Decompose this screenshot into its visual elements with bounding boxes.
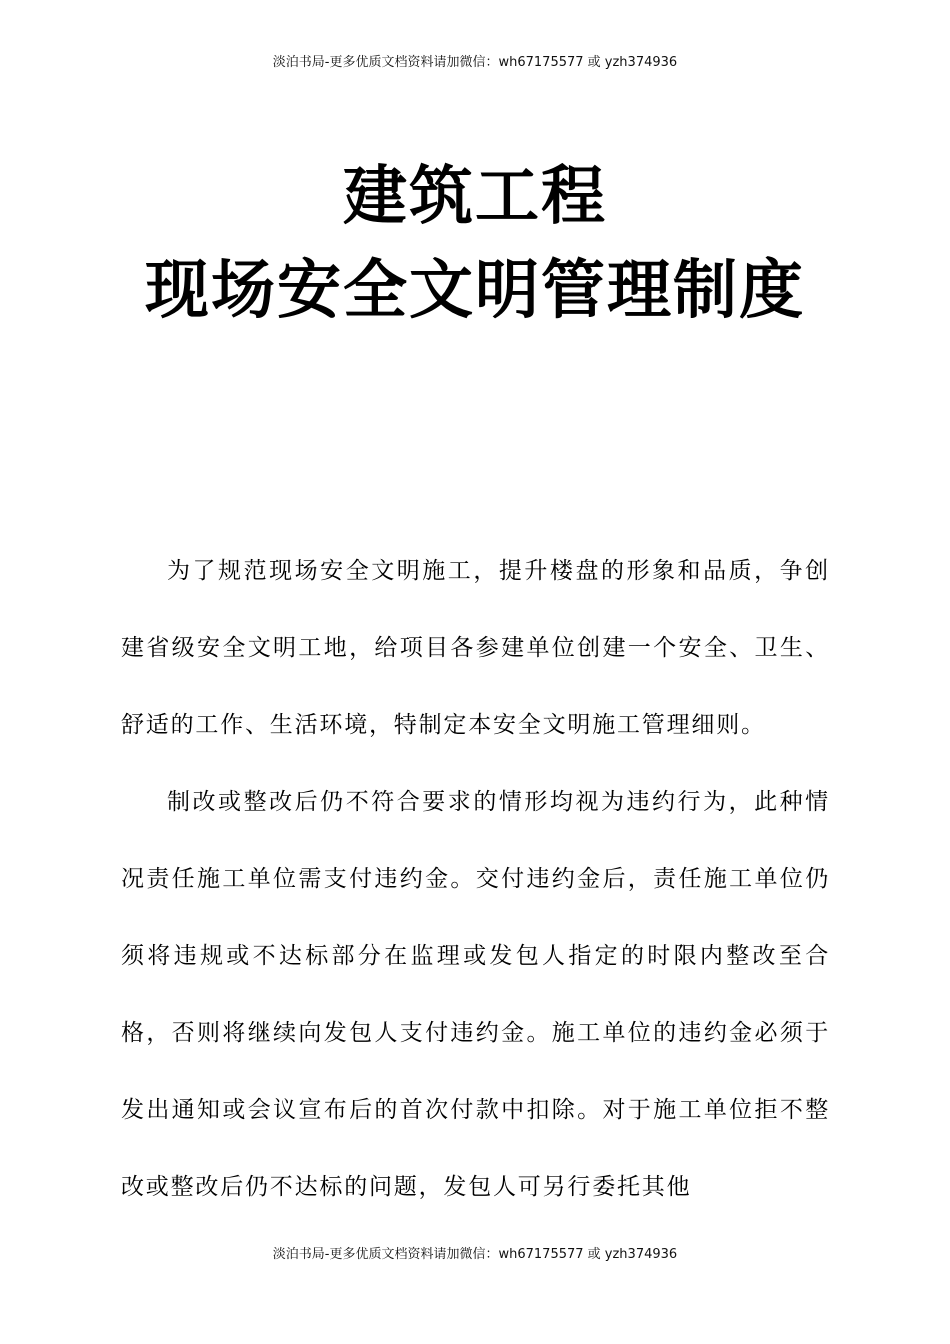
document-title: [0, 150, 950, 338]
footer-watermark-note: 淡泊书局-更多优质文档资料请加微信：wh67175577 或 yzh374936: [272, 1247, 678, 1262]
body-paragraph-2: 制改或整改后仍不符合要求的情形均视为违约行为，此种情况责任施工单位需支付违约金。交付违约金后，责任施工单位仍须将违规或不达标部分在监理或发包人指定的时限内整改至合格，否则将继续向发包人支付违约金。施工单位的违约金必须于发出通知或会议宣布后的首次付款中扣除。对于施工单位拒不整改或整改后仍不达标的问题，发包人可另行委托其他: [121, 789, 830, 1200]
document-body: [121, 533, 830, 1226]
title-line-1: 建筑工程: [343, 160, 607, 234]
body-paragraph-1: 为了规范现场安全文明施工，提升楼盘的形象和品质，争创建省级安全文明工地，给项目各参建单位创建一个安全、卫生、舒适的工作、生活环境，特制定本安全文明施工管理细则。: [121, 558, 830, 738]
title-line-2: 现场安全文明管理制度: [145, 254, 805, 328]
header-watermark-note: 淡泊书局-更多优质文档资料请加微信：wh67175577 或 yzh374936: [272, 55, 678, 70]
